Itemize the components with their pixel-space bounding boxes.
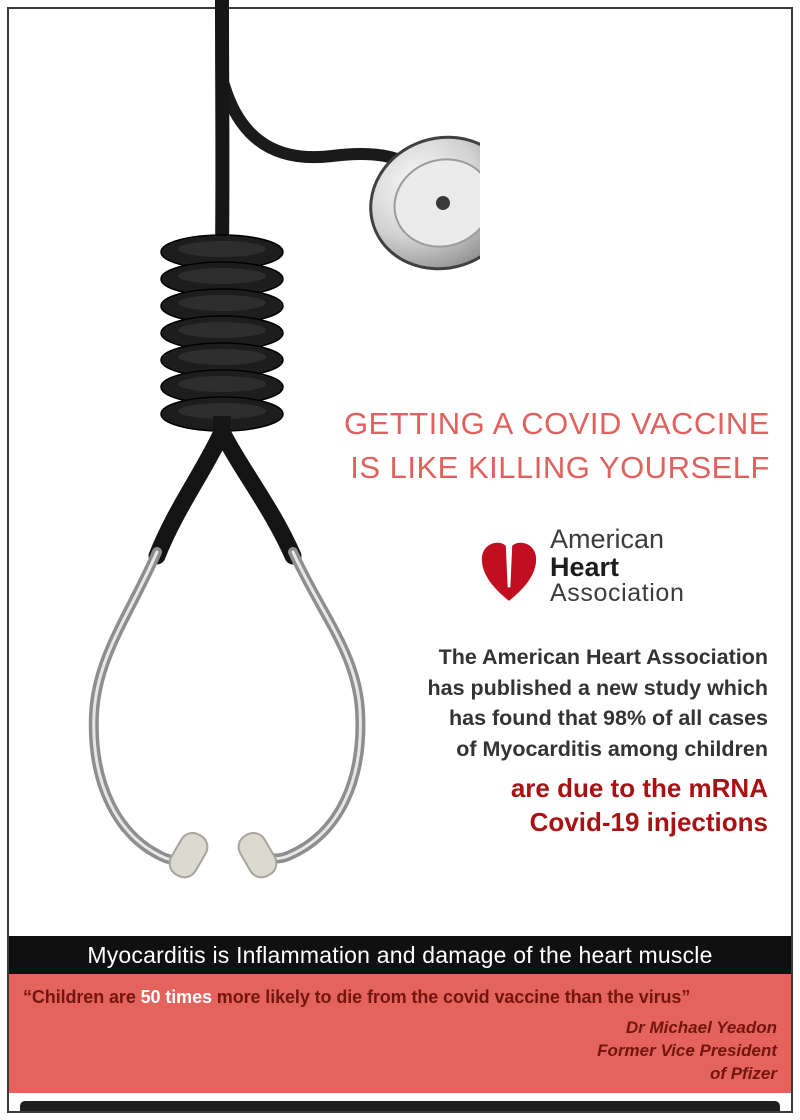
attribution-name: Dr Michael Yeadon (625, 1018, 777, 1037)
study-claim-text (428, 642, 768, 840)
aha-logo-text (550, 526, 684, 607)
headline-line-1: GETTING A COVID VACCINE (343, 406, 770, 441)
study-line-3: has found that 98% of all cases (448, 706, 768, 731)
right-ear-tip (234, 828, 281, 882)
attribution-title: Former Vice President (597, 1040, 777, 1060)
attribution-company: of Pfizer (709, 1063, 777, 1083)
quote-attribution (23, 1017, 777, 1086)
poster-headline (344, 402, 770, 490)
myocarditis-banner (9, 936, 791, 974)
noose-coil (161, 235, 283, 431)
left-metal-tube (94, 552, 192, 860)
aha-word-heart: Heart (550, 551, 620, 582)
quote-line (23, 987, 777, 1008)
right-metal-tube (260, 552, 360, 858)
study-emphasis-line-1: are due to the mRNA (510, 773, 768, 804)
bottom-strip (20, 1101, 780, 1111)
study-line-2: has published a new study which (427, 675, 768, 700)
study-emphasis (428, 772, 768, 840)
study-line-4: of Myocarditis among children (456, 736, 768, 761)
study-emphasis-line-2: Covid-19 injections (529, 806, 768, 837)
left-ear-tip (165, 828, 212, 882)
banner-text: Myocarditis is Inflammation and damage of the heart muscle (87, 941, 713, 968)
aha-word-association: Association (550, 579, 685, 608)
headline-line-2: IS LIKE KILLING YOURSELF (350, 450, 770, 486)
aha-word-american: American (550, 524, 665, 554)
study-line-1: The American Heart Association (438, 645, 768, 669)
aha-logo (478, 526, 684, 607)
quote-suffix: more likely to die from the covid vaccine than the virus” (211, 987, 691, 1007)
chest-piece (353, 119, 480, 288)
quote-prefix: “Children are (23, 987, 141, 1007)
left-rubber-tube (157, 432, 222, 556)
right-rubber-tube (222, 432, 293, 556)
quote-highlight: 50 times (140, 987, 212, 1007)
aha-heart-torch-icon (478, 528, 540, 604)
quote-panel (9, 974, 791, 1093)
